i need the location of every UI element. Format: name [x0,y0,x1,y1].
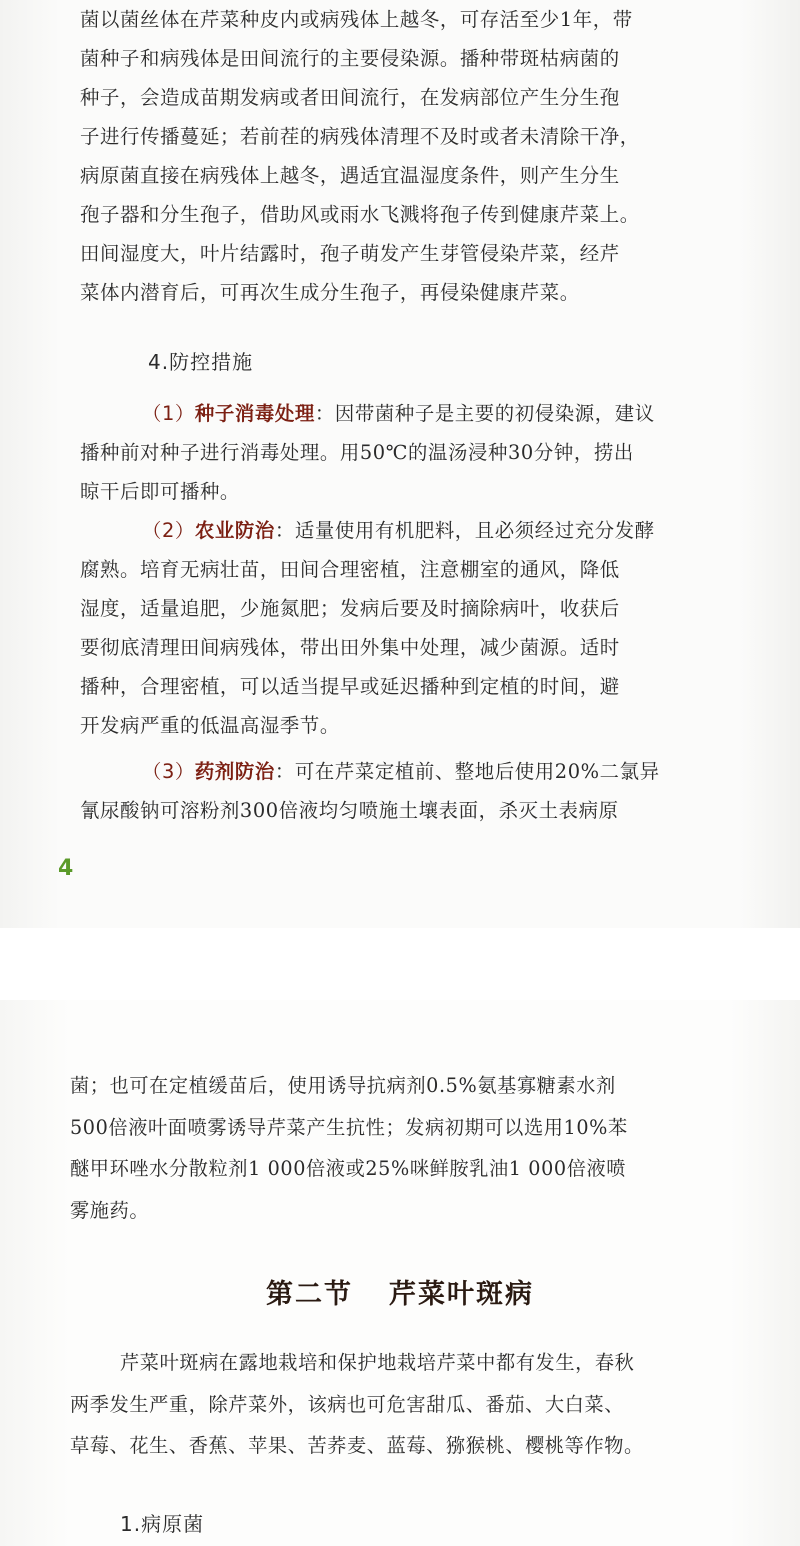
text-line: 病原菌直接在病残体上越冬，遇适宜温湿度条件，则产生分生 [80,164,620,187]
text-line: 氰尿酸钠可溶粉剂300倍液均匀喷施土壤表面，杀灭土表病原 [80,799,619,822]
page-gap [0,928,800,1000]
text-line: 晾干后即可播种。 [80,480,240,503]
text-line: 菌；也可在定植缓苗后，使用诱导抗病剂0.5%氨基寡糖素水剂 [70,1074,616,1097]
item-label: （2）农业防治 [142,519,275,542]
text-line: 菌种子和病残体是田间流行的主要侵染源。播种带斑枯病菌的 [80,47,620,70]
text-line: 醚甲环唑水分散粒剂1 000倍液或25%咪鲜胺乳油1 000倍液喷 [70,1157,627,1180]
section-name: 芹菜叶斑病 [389,1279,534,1310]
text-line: （2）农业防治：适量使用有机肥料，且必须经过充分发酵 [142,519,655,542]
item-label: （1）种子消毒处理 [142,402,315,425]
paragraph-overwintering [80,0,760,312]
text-line: （1）种子消毒处理：因带菌种子是主要的初侵染源，建议 [142,402,655,425]
text-line: （3）药剂防治：可在芹菜定植前、整地后使用20%二氯异 [142,760,660,783]
text-line: 两季发生严重，除芹菜外，该病也可危害甜瓜、番茄、大白菜、 [70,1392,625,1416]
text-line: 芹菜叶斑病在露地栽培和保护地栽培芹菜中都有发生，春秋 [120,1351,635,1374]
text-line: 菜体内潜育后，可再次生成分生孢子，再侵染健康芹菜。 [80,281,580,304]
text-line: 雾施药。 [70,1198,150,1222]
text-line: 播种，合理密植，可以适当提早或延迟播种到定植的时间，避 [80,675,620,698]
section-number: 第二节 [266,1279,353,1310]
text-line: 种子，会造成苗期发病或者田间流行，在发病部位产生分生孢 [80,86,620,109]
heading-pathogen: 1.病原菌 [120,1512,205,1536]
paragraph-intro [70,1342,760,1467]
text-line: 播种前对种子进行消毒处理。用50℃的温汤浸种30分钟，捞出 [80,441,634,464]
text-line: 500倍液叶面喷雾诱导芹菜产生抗性；发病初期可以选用10%苯 [70,1115,628,1139]
heading-prevention: 4.防控措施 [148,350,254,374]
section-title [0,1272,800,1311]
text-line: 菌以菌丝体在芹菜种皮内或病残体上越冬，可存活至少1年，带 [80,8,633,31]
item-seed-disinfection [80,394,760,511]
paragraph-continued [70,1065,760,1231]
item-label: （3）药剂防治 [142,760,275,783]
item-agricultural-control [80,511,760,745]
page-number: 4 [58,856,74,881]
text-line: 田间湿度大，叶片结露时，孢子萌发产生芽管侵染芹菜，经芹 [80,242,620,265]
item-chemical-control [80,752,760,830]
text-line: 湿度，适量追肥，少施氮肥；发病后要及时摘除病叶，收获后 [80,597,620,620]
text-line: 要彻底清理田间病残体，带出田外集中处理，减少菌源。适时 [80,636,620,659]
text-line: 草莓、花生、香蕉、苹果、苦荞麦、蓝莓、猕猴桃、樱桃等作物。 [70,1434,644,1457]
text-line: 子进行传播蔓延；若前茬的病残体清理不及时或者未清除干净， [80,125,640,148]
text-line: 开发病严重的低温高湿季节。 [80,714,340,737]
text-line: 腐熟。培育无病壮苗，田间合理密植，注意棚室的通风，降低 [80,558,620,581]
text-line: 孢子器和分生孢子，借助风或雨水飞溅将孢子传到健康芹菜上。 [80,203,640,226]
